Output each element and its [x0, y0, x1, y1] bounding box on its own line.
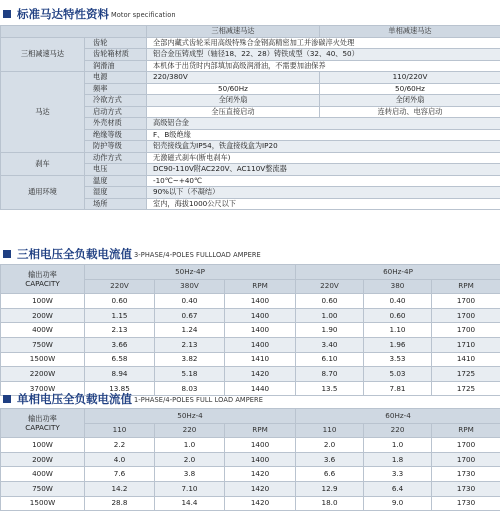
- row-label: 启动方式: [85, 106, 147, 118]
- value-cell: 1700: [432, 308, 500, 323]
- row-label: 频率: [85, 83, 147, 95]
- capacity-en: CAPACITY: [25, 279, 60, 288]
- value-cell: 1440: [225, 381, 296, 396]
- capacity-cell: 750W: [1, 481, 85, 496]
- value-cell: 1710: [432, 337, 500, 352]
- value-cell: 5.03: [364, 367, 432, 382]
- value-cell: 7.81: [364, 381, 432, 396]
- cat-gear: 三相减速马达: [1, 37, 85, 72]
- sub-header: RPM: [225, 423, 296, 438]
- row-value: 室内，海拔1000公尺以下: [147, 198, 500, 210]
- row-value: 高级铝合金: [147, 118, 500, 130]
- value-cell: 1730: [432, 481, 500, 496]
- spec-section-title: [3, 5, 176, 21]
- value-cell: 0.60: [296, 294, 364, 309]
- capacity-cell: 1500W: [1, 496, 85, 511]
- value-cell: 1.8: [364, 452, 432, 467]
- value-cell: 3.82: [155, 352, 225, 367]
- value-cell: 1410: [225, 352, 296, 367]
- group-50hz: 50Hz-4P: [85, 265, 296, 280]
- row-value: F、B级绝缘: [147, 129, 500, 141]
- group-60hz: 60Hz-4: [296, 409, 500, 424]
- value-cell: 18.0: [296, 496, 364, 511]
- value-cell: 14.2: [85, 481, 155, 496]
- table-row: [1, 467, 500, 482]
- sub-header: 110: [296, 423, 364, 438]
- value-cell: 1730: [432, 467, 500, 482]
- row-value-three: 全压直接启动: [147, 106, 320, 118]
- table-row: [1, 323, 500, 338]
- table-row: [1, 337, 500, 352]
- capacity-cell: 400W: [1, 323, 85, 338]
- value-cell: 0.40: [155, 294, 225, 309]
- value-cell: 5.18: [155, 367, 225, 382]
- spec-title-cn: 标准马达特性资料: [17, 7, 109, 21]
- row-value-single: 全闭外扇: [320, 95, 500, 107]
- value-cell: 1420: [225, 367, 296, 382]
- value-cell: 8.03: [155, 381, 225, 396]
- value-cell: 2.0: [155, 452, 225, 467]
- value-cell: 3.8: [155, 467, 225, 482]
- row-value-single: 连转启动、电容启动: [320, 106, 500, 118]
- row-value: 全部内藏式齿轮采用高级特殊合金钢高精密加工并渗碳淬火处理: [147, 37, 500, 49]
- value-cell: 1410: [432, 352, 500, 367]
- value-cell: 4.0: [85, 452, 155, 467]
- capacity-cell: 100W: [1, 294, 85, 309]
- row-value-three: 50/60Hz: [147, 83, 320, 95]
- three-phase-title-en: 3-PHASE/4-POLES FULLLOAD AMPERE: [134, 249, 261, 261]
- value-cell: 7.6: [85, 467, 155, 482]
- value-cell: 1400: [225, 294, 296, 309]
- capacity-cell: 200W: [1, 308, 85, 323]
- table-row: [1, 352, 500, 367]
- value-cell: 13.85: [85, 381, 155, 396]
- three-phase-section-title: [3, 245, 261, 261]
- row-label: 温度: [85, 175, 147, 187]
- value-cell: 14.4: [155, 496, 225, 511]
- three-phase-title-cn: 三相电压全负载电流值: [17, 247, 132, 261]
- row-value: 铝壳接线盒为IP54，铁盒接线盒为IP20: [147, 141, 500, 153]
- row-value: 无激磁式刹车(断电刹车): [147, 152, 500, 164]
- section-bullet-icon: [3, 250, 11, 258]
- value-cell: 6.4: [364, 481, 432, 496]
- value-cell: 3.40: [296, 337, 364, 352]
- value-cell: 0.40: [364, 294, 432, 309]
- value-cell: 1.0: [155, 438, 225, 453]
- value-cell: 3.6: [296, 452, 364, 467]
- row-label: 电源: [85, 72, 147, 84]
- sub-header: RPM: [432, 423, 500, 438]
- cat-env: 通用环境: [1, 175, 85, 210]
- row-label: 防护等级: [85, 141, 147, 153]
- row-label: 润滑油: [85, 60, 147, 72]
- table-row: [1, 452, 500, 467]
- capacity-cell: 2200W: [1, 367, 85, 382]
- row-label: 齿轮箱材质: [85, 49, 147, 61]
- capacity-cell: 1500W: [1, 352, 85, 367]
- value-cell: 1700: [432, 323, 500, 338]
- value-cell: 1400: [225, 308, 296, 323]
- row-value-single: 110/220V: [320, 72, 500, 84]
- value-cell: 1.96: [364, 337, 432, 352]
- single-phase-title-cn: 单相电压全负载电流值: [17, 392, 132, 406]
- value-cell: 8.70: [296, 367, 364, 382]
- row-label: 绝缘等级: [85, 129, 147, 141]
- table-row: [1, 294, 500, 309]
- row-value-single: 50/60Hz: [320, 83, 500, 95]
- value-cell: 1730: [432, 496, 500, 511]
- value-cell: 8.94: [85, 367, 155, 382]
- capacity-cell: 400W: [1, 467, 85, 482]
- value-cell: 1.90: [296, 323, 364, 338]
- value-cell: 0.67: [155, 308, 225, 323]
- sub-header: 220: [364, 423, 432, 438]
- value-cell: 7.10: [155, 481, 225, 496]
- sub-header: 220V: [296, 279, 364, 294]
- row-value-three: 220/380V: [147, 72, 320, 84]
- value-cell: 12.9: [296, 481, 364, 496]
- capacity-cell: 100W: [1, 438, 85, 453]
- value-cell: 6.58: [85, 352, 155, 367]
- value-cell: 1400: [225, 337, 296, 352]
- value-cell: 13.5: [296, 381, 364, 396]
- row-value: 本机体于出货时内部填加高级润滑油，不需要加油保养: [147, 60, 500, 72]
- sub-header: 380V: [155, 279, 225, 294]
- value-cell: 1.00: [296, 308, 364, 323]
- value-cell: 1.24: [155, 323, 225, 338]
- capacity-cell: 750W: [1, 337, 85, 352]
- value-cell: 6.10: [296, 352, 364, 367]
- section-bullet-icon: [3, 10, 11, 18]
- table-row: [1, 496, 500, 511]
- value-cell: 2.13: [155, 337, 225, 352]
- row-label: 齿轮: [85, 37, 147, 49]
- value-cell: 1420: [225, 481, 296, 496]
- value-cell: 28.8: [85, 496, 155, 511]
- table-row: [1, 308, 500, 323]
- value-cell: 1420: [225, 467, 296, 482]
- spec-table: [0, 25, 500, 210]
- value-cell: 2.0: [296, 438, 364, 453]
- value-cell: 1.15: [85, 308, 155, 323]
- sub-header: 110: [85, 423, 155, 438]
- value-cell: 1400: [225, 438, 296, 453]
- row-value: -10℃~+40℃: [147, 175, 500, 187]
- table-row: [1, 367, 500, 382]
- row-label: 电压: [85, 164, 147, 176]
- value-cell: 1725: [432, 381, 500, 396]
- value-cell: 2.2: [85, 438, 155, 453]
- capacity-header: [1, 409, 85, 438]
- value-cell: 1700: [432, 438, 500, 453]
- sub-header: 220V: [85, 279, 155, 294]
- value-cell: 3.66: [85, 337, 155, 352]
- col-three-phase: 三相减速马达: [147, 26, 320, 38]
- capacity-en: CAPACITY: [25, 423, 60, 432]
- row-value-three: 全闭外扇: [147, 95, 320, 107]
- value-cell: 9.0: [364, 496, 432, 511]
- value-cell: 0.60: [85, 294, 155, 309]
- capacity-cell: 3700W: [1, 381, 85, 396]
- group-50hz: 50Hz-4: [85, 409, 296, 424]
- value-cell: 6.6: [296, 467, 364, 482]
- value-cell: 1700: [432, 294, 500, 309]
- value-cell: 2.13: [85, 323, 155, 338]
- sub-header: 220: [155, 423, 225, 438]
- row-label: 湿度: [85, 187, 147, 199]
- spec-title-en: Motor specification: [111, 9, 176, 21]
- single-phase-title-en: 1-PHASE/4-POLES FULL LOAD AMPERE: [134, 394, 263, 406]
- value-cell: 1400: [225, 323, 296, 338]
- value-cell: 1700: [432, 452, 500, 467]
- row-label: 动作方式: [85, 152, 147, 164]
- row-label: 冷欲方式: [85, 95, 147, 107]
- value-cell: 1.0: [364, 438, 432, 453]
- section-bullet-icon: [3, 395, 11, 403]
- group-60hz: 60Hz-4P: [296, 265, 500, 280]
- single-phase-table: [0, 408, 500, 511]
- row-label: 外壳材质: [85, 118, 147, 130]
- row-value: DC90-110V附AC220V、AC110V整流器: [147, 164, 500, 176]
- row-value: 铝合金压铸成型（轴径18、22、28）铸铁成型（32、40、50）: [147, 49, 500, 61]
- row-label: 场所: [85, 198, 147, 210]
- sub-header: RPM: [432, 279, 500, 294]
- table-row: [1, 438, 500, 453]
- col-single-phase: 单相减速马达: [320, 26, 500, 38]
- three-phase-table: [0, 264, 500, 396]
- value-cell: 1725: [432, 367, 500, 382]
- capacity-cn: 输出功率: [28, 270, 57, 279]
- capacity-cn: 输出功率: [28, 414, 57, 423]
- value-cell: 1400: [225, 452, 296, 467]
- value-cell: 1.10: [364, 323, 432, 338]
- value-cell: 1420: [225, 496, 296, 511]
- capacity-cell: 200W: [1, 452, 85, 467]
- sub-header: 380: [364, 279, 432, 294]
- table-row: [1, 481, 500, 496]
- cat-motor: 马达: [1, 72, 85, 153]
- capacity-header: [1, 265, 85, 294]
- row-value: 90%以下（不凝结）: [147, 187, 500, 199]
- sub-header: RPM: [225, 279, 296, 294]
- single-phase-section-title: [3, 390, 263, 406]
- value-cell: 0.60: [364, 308, 432, 323]
- cat-brake: 刹车: [1, 152, 85, 175]
- value-cell: 3.3: [364, 467, 432, 482]
- value-cell: 3.53: [364, 352, 432, 367]
